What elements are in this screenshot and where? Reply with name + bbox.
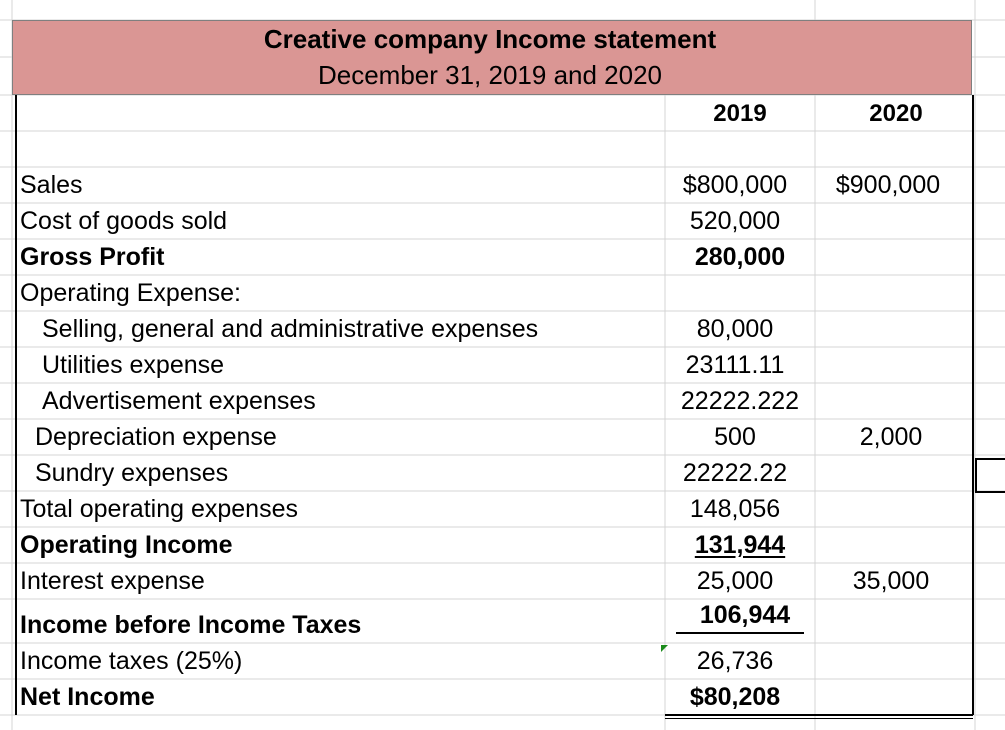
table-left-border [15, 95, 17, 715]
row-label-income-taxes: Income taxes (25%) [20, 647, 243, 675]
row-label-cogs: Cost of goods sold [20, 207, 228, 235]
row-label-operating-expense: Operating Expense: [20, 279, 241, 307]
statement-subtitle: December 31, 2019 and 2020 [317, 60, 663, 90]
table-right-border [972, 95, 974, 715]
row-label-depreciation: Depreciation expense [35, 423, 277, 451]
table-bottom-border [665, 714, 973, 716]
row-label-net-income: Net Income [20, 683, 155, 711]
cell-2019-gross-profit: 280,000 [694, 243, 786, 271]
cell-2019-income-before-taxes: 106,944 [699, 601, 791, 629]
cell-2019-sales: $800,000 [682, 171, 788, 199]
row-label-sales: Sales [20, 171, 83, 199]
cell-2020-sales: $900,000 [835, 171, 941, 199]
row-label-total-operating: Total operating expenses [20, 495, 298, 523]
column-header-2019: 2019 [713, 100, 767, 127]
selected-cell-border-top [976, 458, 1005, 460]
cell-2019-sundry: 22222.22 [682, 459, 788, 487]
cell-2020-interest: 35,000 [852, 567, 930, 595]
cell-2019-depreciation: 500 [714, 423, 756, 451]
selected-cell-border-bottom [976, 491, 1005, 493]
cell-2020-depreciation: 2,000 [859, 423, 923, 451]
cell-2019-income-taxes: 26,736 [696, 647, 774, 675]
row-label-sga: Selling, general and administrative expenses [42, 315, 539, 343]
income-before-taxes-underline [676, 632, 804, 634]
row-label-income-before-taxes: Income before Income Taxes [20, 611, 362, 639]
cell-2019-sga: 80,000 [696, 315, 774, 343]
row-label-gross-profit: Gross Profit [20, 243, 165, 271]
cell-2019-cogs: 520,000 [689, 207, 781, 235]
selected-cell-border-left [975, 458, 977, 493]
cell-2019-advertisement: 22222.222 [680, 387, 800, 415]
row-label-utilities: Utilities expense [42, 351, 225, 379]
column-header-2020: 2020 [869, 100, 923, 127]
row-label-advertisement: Advertisement expenses [42, 387, 316, 415]
cell-error-indicator [661, 645, 668, 652]
cell-2019-operating-income: 131,944 [694, 531, 786, 559]
row-label-operating-income: Operating Income [20, 531, 233, 559]
cell-2019-net-income: $80,208 [689, 683, 781, 711]
cell-2019-total-operating: 148,056 [689, 495, 781, 523]
table-bottom-double-border [665, 718, 973, 719]
row-label-sundry: Sundry expenses [35, 459, 229, 487]
cell-2019-utilities: 23111.11 [685, 351, 785, 379]
row-label-interest: Interest expense [20, 567, 205, 595]
statement-title: Creative company Income statement [263, 24, 717, 54]
cell-2019-interest: 25,000 [696, 567, 774, 595]
